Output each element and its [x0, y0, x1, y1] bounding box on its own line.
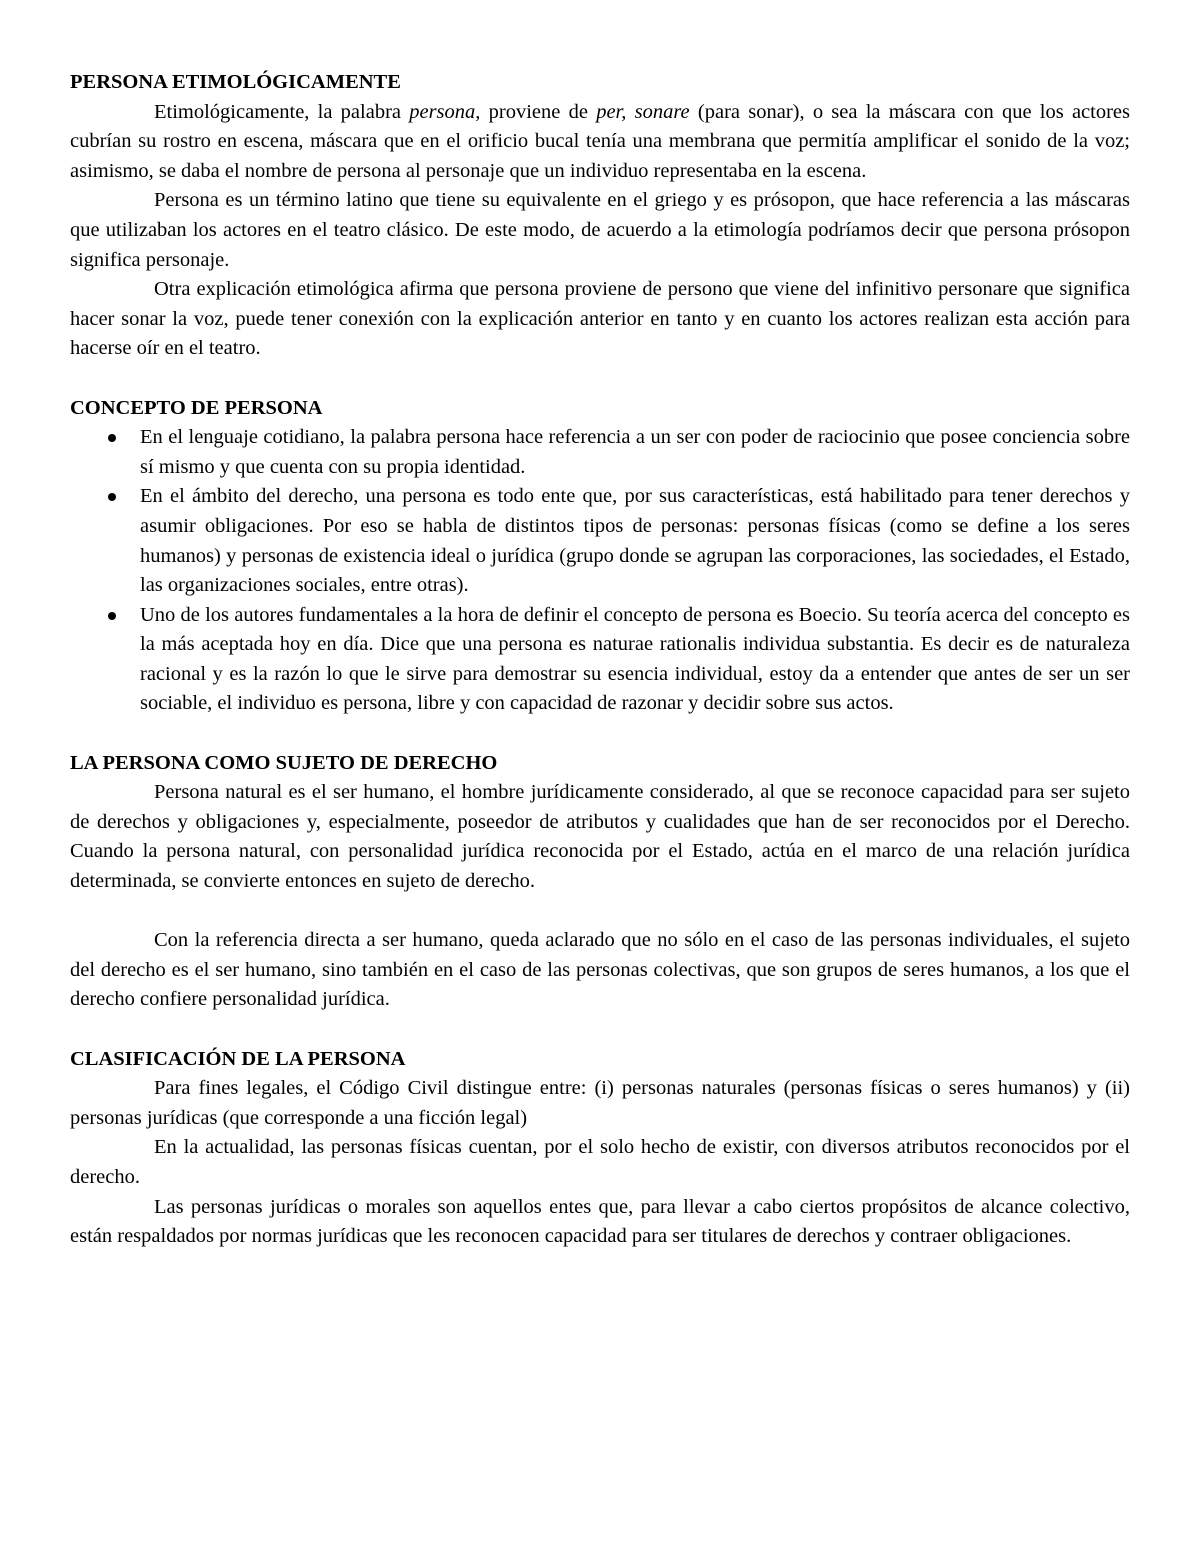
section-concepto-de-persona — [70, 394, 1130, 720]
section-heading: CLASIFICACIÓN DE LA PERSONA — [70, 1047, 406, 1070]
bullet-list — [70, 423, 1130, 719]
bullet-icon — [108, 612, 116, 620]
section-heading: CONCEPTO DE PERSONA — [70, 396, 323, 419]
text-run: proviene de — [480, 100, 597, 123]
bullet-item — [70, 423, 1130, 482]
text-run: Etimológicamente, la palabra — [154, 100, 410, 123]
bullet-icon — [108, 493, 116, 501]
section-persona-etimologicamente — [70, 68, 1130, 364]
bullet-item — [70, 601, 1130, 719]
paragraph: Otra explicación etimológica afirma que persona proviene de persono que viene del infinitivo personare que significa hacer sonar la voz, puede tener conexión con la explicación anterior en tanto y en cuanto los actores realizan esta acción para hacerse oír en el teatro. — [70, 278, 1130, 360]
bullet-text: En el lenguaje cotidiano, la palabra persona hace referencia a un ser con poder de raciocinio que posee conciencia sobre sí mismo y que cuenta con su propia identidad. — [140, 426, 1130, 478]
section-heading: LA PERSONA COMO SUJETO DE DERECHO — [70, 751, 498, 774]
text-run: (para sonar), o sea la máscara con que los actores cubrían su rostro en escena, máscara que en el orificio bucal tenía una membrana que permitía amplificar el sonido de la voz; asimismo, se daba el nombre de persona al personaje que un individuo representaba en la escena. — [70, 100, 1130, 182]
paragraph: Persona es un término latino que tiene su equivalente en el griego y es prósopon, que hace referencia a las máscaras que utilizaban los actores en el teatro clásico. De este modo, de acuerdo a la etimología podríamos decir que persona prósopon significa personaje. — [70, 189, 1130, 271]
bullet-text: Uno de los autores fundamentales a la hora de definir el concepto de persona es Boecio. Su teoría acerca del concepto es la más aceptada hoy en día. Dice que una persona es naturae rationalis individua substantia. Es decir es de naturaleza racional y es la razón lo que le sirve para demostrar su esencia individual, estoy da a entender que antes de ser un ser sociable, el individuo es persona, libre y con capacidad de razonar y decidir sobre sus actos. — [140, 603, 1130, 715]
bullet-icon — [108, 434, 116, 442]
bullet-text: En el ámbito del derecho, una persona es todo ente que, por sus características, está habilitado para tener derechos y asumir obligaciones. Por eso se habla de distintos tipos de personas: personas físicas (como se define a los seres humanos) y personas de existencia ideal o jurídica (grupo donde se agrupan las corporaciones, las sociedades, el Estado, las organizaciones sociales, entre otras). — [140, 485, 1130, 597]
paragraph: Para fines legales, el Código Civil distingue entre: (i) personas naturales (personas físicas o seres humanos) y (ii) personas jurídicas (que corresponde a una ficción legal) — [70, 1077, 1130, 1129]
paragraph: En la actualidad, las personas físicas cuentan, por el solo hecho de existir, con diversos atributos reconocidos por el derecho. — [70, 1136, 1130, 1188]
section-clasificacion-de-la-persona — [70, 1045, 1130, 1252]
paragraph — [70, 98, 1130, 187]
italic-term: per, sonare — [596, 100, 690, 123]
paragraph: Las personas jurídicas o morales son aquellos entes que, para llevar a cabo ciertos propósitos de alcance colectivo, están respaldados por normas jurídicas que les reconocen capacidad para ser titulares de derechos y contraer obligaciones. — [70, 1195, 1130, 1248]
section-heading: PERSONA ETIMOLÓGICAMENTE — [70, 71, 401, 93]
paragraph: Con la referencia directa a ser humano, queda aclarado que no sólo en el caso de las personas individuales, el sujeto del derecho es el ser humano, sino también en el caso de las personas colectivas, que son grupos de seres humanos, a los que el derecho confiere personalidad jurídica. — [70, 929, 1130, 1011]
section-persona-sujeto-de-derecho — [70, 749, 1130, 1015]
paragraph: Persona natural es el ser humano, el hombre jurídicamente considerado, al que se reconoce capacidad para ser sujeto de derechos y obligaciones y, especialmente, poseedor de atributos y cualidades que han de ser reconocidos por el Derecho. Cuando la persona natural, con personalidad jurídica reconocida por el Estado, actúa en el marco de una relación jurídica determinada, se convierte entonces en sujeto de derecho. — [70, 781, 1130, 893]
italic-term: persona, — [409, 100, 481, 123]
bullet-item — [70, 482, 1130, 600]
